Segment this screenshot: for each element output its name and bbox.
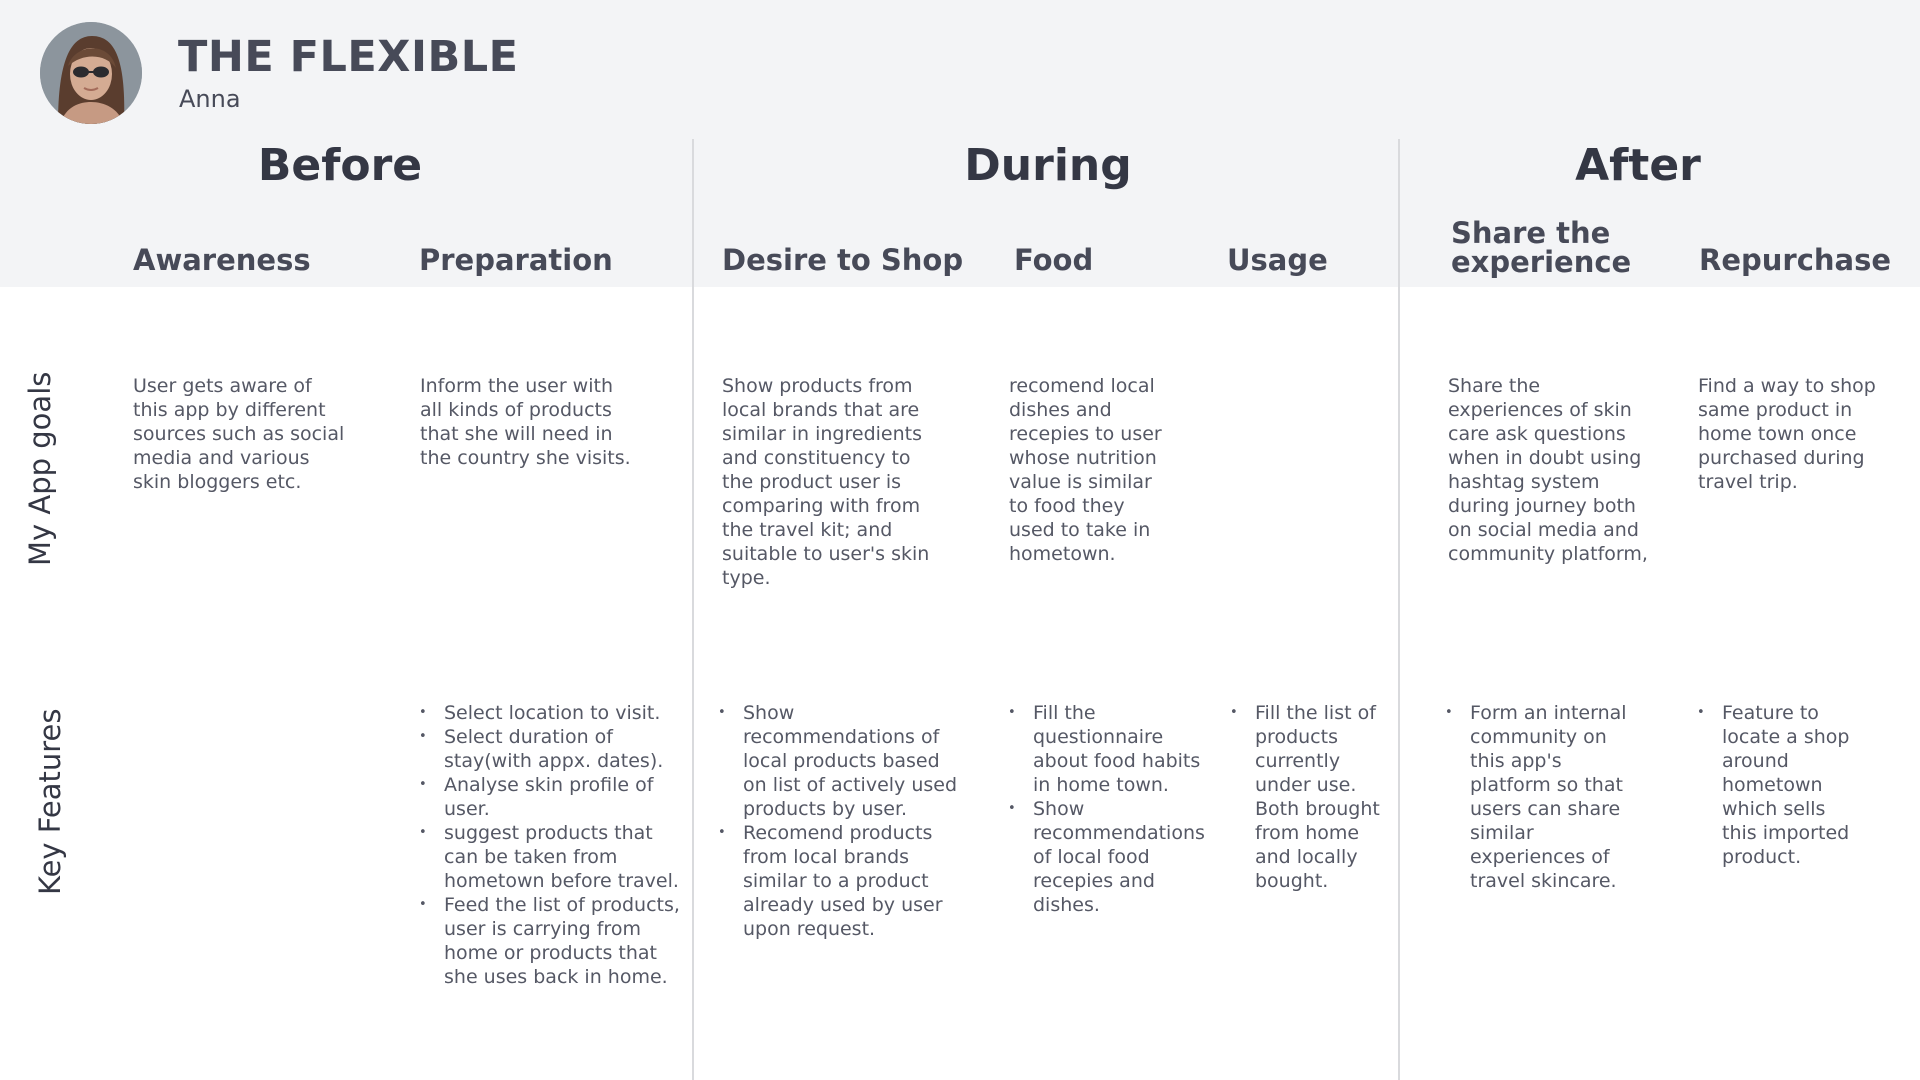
stage-food: Food <box>1014 243 1094 277</box>
stage-desire-to-shop: Desire to Shop <box>722 243 964 277</box>
goal-repurchase: Find a way to shop same product in home town once purchased during travel trip. <box>1698 375 1876 493</box>
feature-item: • Select duration of stay(with appx. dates). <box>419 725 689 773</box>
divider-before-during <box>692 139 694 1080</box>
persona-photo-icon <box>40 22 142 124</box>
phase-before: Before <box>257 140 423 191</box>
goal-preparation: Inform the user with all kinds of products that she will need in the country she visits. <box>420 375 631 469</box>
goal-desire-to-shop: Show products from local brands that are similar in ingredients and constituency to the product user is comparing with from the travel kit; and suitable to user's skin type. <box>722 375 930 589</box>
features-food <box>1008 701 1208 917</box>
row-label-app-goals: My App goals <box>23 371 57 566</box>
feature-item: • Show recommendations of local products based on list of actively used products by user. <box>718 701 958 821</box>
features-repurchase <box>1697 701 1857 869</box>
stage-usage: Usage <box>1227 243 1328 277</box>
features-preparation <box>419 701 689 989</box>
feature-item: • Feed the list of products, user is carrying from home or products that she uses back in home. <box>419 893 689 989</box>
feature-item: • Show recommendations of local food recepies and dishes. <box>1008 797 1208 917</box>
persona-title: THE FLEXIBLE <box>178 32 519 82</box>
features-desire-to-shop <box>718 701 958 941</box>
goal-share-experience: Share the experiences of skin care ask questions when in doubt using hashtag system during journey both on social media and community platform, <box>1448 375 1648 565</box>
feature-item: • suggest products that can be taken from hometown before travel. <box>419 821 689 893</box>
persona-avatar <box>40 22 142 124</box>
phase-during: During <box>964 140 1132 191</box>
goal-food: recomend local dishes and recepies to user whose nutrition value is similar to food they used to take in hometown. <box>1009 375 1162 565</box>
feature-item: • Analyse skin profile of user. <box>419 773 689 821</box>
stage-repurchase: Repurchase <box>1699 243 1892 277</box>
stage-awareness: Awareness <box>133 243 311 277</box>
stage-share-line1: Share the <box>1451 216 1611 250</box>
row-label-key-features: Key Features <box>33 708 67 895</box>
stage-preparation: Preparation <box>419 243 613 277</box>
stage-share-line2: experience <box>1451 245 1632 279</box>
feature-item: • Feature to locate a shop around hometown which sells this imported product. <box>1697 701 1857 869</box>
divider-during-after <box>1398 139 1400 1080</box>
feature-item: • Recomend products from local brands similar to a product already used by user upon request. <box>718 821 958 941</box>
stage-share-experience <box>1451 216 1632 279</box>
feature-item: • Fill the questionnaire about food habits in home town. <box>1008 701 1208 797</box>
phase-after: After <box>1575 140 1701 191</box>
feature-item: • Select location to visit. <box>419 701 689 725</box>
features-share-experience <box>1445 701 1645 893</box>
goal-awareness: User gets aware of this app by different sources such as social media and various skin bloggers etc. <box>133 375 345 493</box>
feature-item: • Fill the list of products currently under use. Both brought from home and locally bought. <box>1230 701 1390 893</box>
persona-name: Anna <box>179 85 241 113</box>
feature-item: • Form an internal community on this app's platform so that users can share similar experiences of travel skincare. <box>1445 701 1645 893</box>
features-usage <box>1230 701 1390 893</box>
